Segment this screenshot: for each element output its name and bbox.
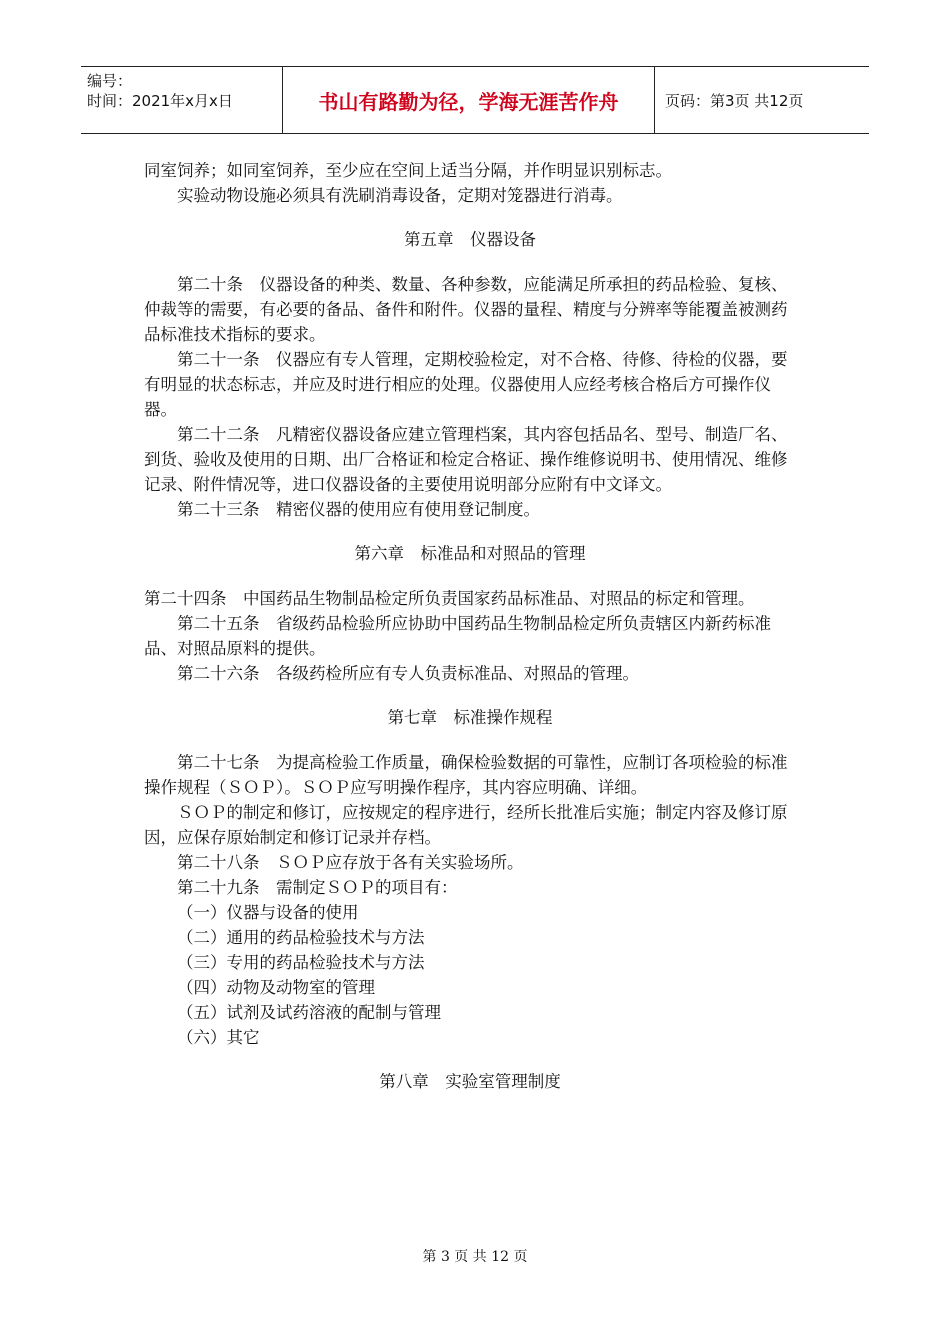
header-page-label: 页码：第3页 共12页: [665, 91, 804, 110]
article-27: 第二十七条 为提高检验工作质量，确保检验数据的可靠性，应制订各项检验的标准操作规程（ＳＯＰ）。ＳＯＰ应写明操作程序，其内容应明确、详细。: [144, 753, 788, 797]
article-25: 第二十五条 省级药品检验所应协助中国药品生物制品检定所负责辖区内新药标准品、对照品原料的提供。: [144, 614, 771, 658]
document-body: [144, 158, 796, 1094]
list-item: （三）专用的药品检验技术与方法: [177, 953, 425, 972]
header-meta: [81, 67, 283, 133]
page-header: [81, 66, 869, 134]
article-24: 第二十四条 中国药品生物制品检定所负责国家药品标准品、对照品的标定和管理。: [144, 589, 755, 608]
paragraph: 实验动物设施必须具有洗刷消毒设备，定期对笼器进行消毒。: [177, 186, 623, 205]
article-23: 第二十三条 精密仪器的使用应有使用登记制度。: [177, 500, 540, 519]
article-21: 第二十一条 仪器应有专人管理，定期校验检定，对不合格、待修、待检的仪器，要有明显的状态标志，并应及时进行相应的处理。仪器使用人应经考核合格后方可操作仪器。: [144, 350, 788, 419]
paragraph: 同室饲养；如同室饲养，至少应在空间上适当分隔，并作明显识别标志。: [144, 161, 672, 180]
list-item: （四）动物及动物室的管理: [177, 978, 375, 997]
chapter-heading: 第七章 标准操作规程: [387, 708, 553, 727]
chapter-heading: 第五章 仪器设备: [404, 230, 536, 249]
chapter-heading: 第六章 标准品和对照品的管理: [354, 544, 586, 563]
article-26: 第二十六条 各级药检所应有专人负责标准品、对照品的管理。: [177, 664, 639, 683]
article-20: 第二十条 仪器设备的种类、数量、各种参数，应能满足所承担的药品检验、复核、仲裁等的需要，有必要的备品、备件和附件。仪器的量程、精度与分辨率等能覆盖被测药品标准技术指标的要求。: [144, 275, 788, 344]
list-item: （六）其它: [177, 1028, 260, 1047]
article-29: 第二十九条 需制定ＳＯＰ的项目有：: [177, 878, 458, 897]
list-item: （二）通用的药品检验技术与方法: [177, 928, 425, 947]
list-item: （五）试剂及试药溶液的配制与管理: [177, 1003, 441, 1022]
chapter-heading: 第八章 实验室管理制度: [379, 1072, 561, 1091]
doc-time-label: 时间：2021年x月x日: [87, 92, 233, 110]
article-27-continued: ＳＯＰ的制定和修订，应按规定的程序进行，经所长批准后实施；制定内容及修订原因，应保存原始制定和修订记录并存档。: [144, 803, 788, 847]
doc-number-label: 编号：: [87, 72, 133, 90]
page-footer: 第 3 页 共 12 页: [422, 1249, 528, 1265]
article-22: 第二十二条 凡精密仪器设备应建立管理档案，其内容包括品名、型号、制造厂名、到货、验收及使用的日期、出厂合格证和检定合格证、操作维修说明书、使用情况、维修记录、附件情况等，进口仪器设备的主要使用说明部分应附有中文译文。: [144, 425, 788, 494]
article-28: 第二十八条 ＳＯＰ应存放于各有关实验场所。: [177, 853, 524, 872]
header-motto: 书山有路勤为径，学海无涯苦作舟: [283, 67, 655, 133]
list-item: （一）仪器与设备的使用: [177, 903, 359, 922]
